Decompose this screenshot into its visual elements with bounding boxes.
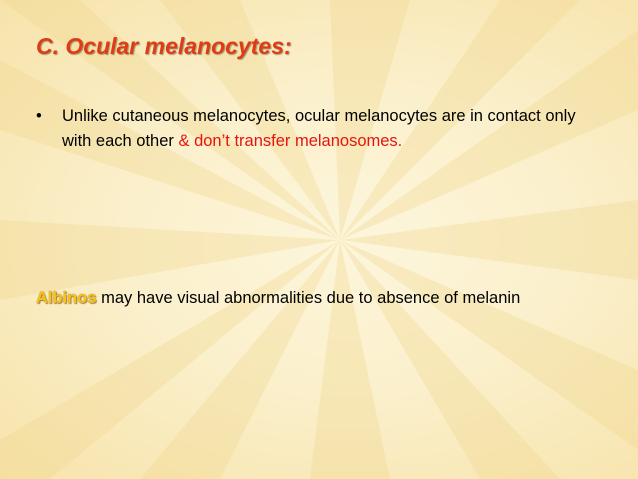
bullet-marker: •	[36, 107, 42, 125]
bullet-text	[36, 104, 596, 154]
albinos-paragraph	[36, 286, 596, 311]
slide-title: C. Ocular melanocytes:	[36, 33, 292, 59]
bullet-text-red: & don’t transfer melanosomes.	[178, 132, 403, 150]
albinos-highlight: Albinos	[36, 289, 97, 307]
paragraph-text: may have visual abnormalities due to absence of melanin	[96, 289, 521, 307]
bullet-point	[36, 104, 596, 154]
bullet-text-black: Unlike cutaneous melanocytes, ocular melanocytes are in contact only with each other	[62, 107, 576, 150]
